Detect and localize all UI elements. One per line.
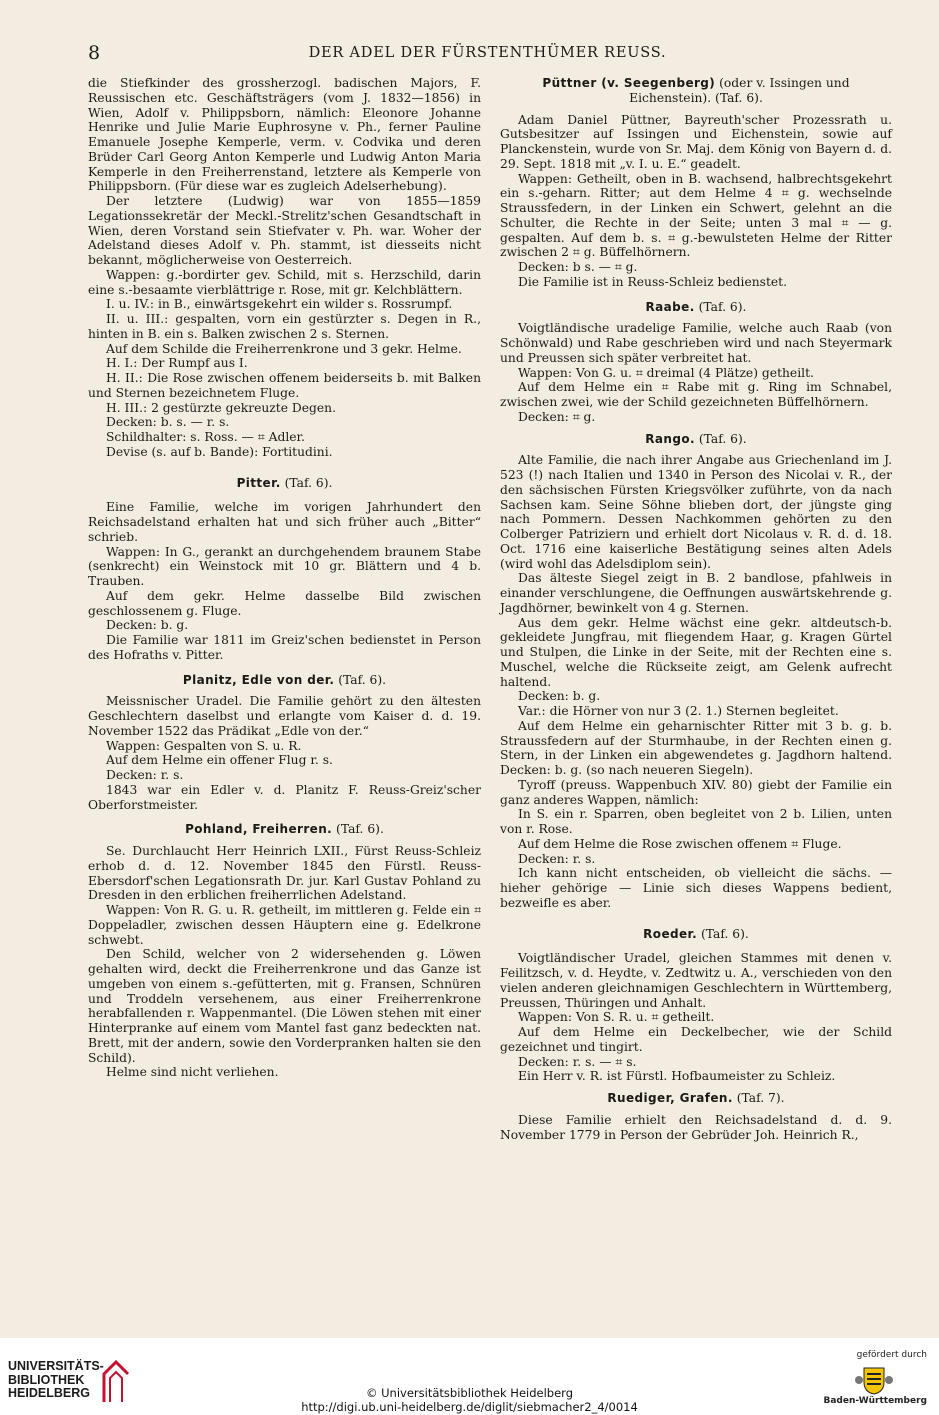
paragraph: H. II.: Die Rose zwischen offenem beiderseits b. mit Balken und Sternen bezeichnetem Fluge.	[88, 371, 481, 400]
sponsor-name: Baden-Württemberg	[823, 1396, 927, 1406]
paragraph: Auf dem Schilde die Freiherrenkrone und 3 gekr. Helme.	[106, 341, 462, 356]
paragraph: 1843 war ein Edler v. d. Planitz F. Reuss-Greiz'scher Oberforstmeister.	[88, 782, 481, 812]
paragraph: Schildhalter: s. Ross. — ⌗ Adler.	[106, 430, 305, 444]
paragraph: Alte Familie, die nach ihrer Angabe aus Griechenland im J. 523 (!) nach Italien und 1340 in Person des Nicolai v. R., der den sächsischen Fürsten Kriegsvölker zuführte, von da nach Sachsen kam. Seine Söhne blieben dort, der jüngste ging nach Pommern. Dessen Nachkommen gehörten zu den Colberger Patriziern und erhielt dort Nicolaus v. R. d. d. 18. Oct. 1716 eine kaiserliche Bestätigung seines alten Adels (wird wohl das Adelsdiplom sein).	[500, 453, 892, 571]
left-column	[88, 76, 481, 1080]
entry-subtitle: (oder v. Issingen und Eichenstein). (Taf. 6).	[629, 76, 850, 105]
entry-heading-pohland	[88, 822, 481, 837]
paragraph: Se. Durchlaucht Herr Heinrich LXII., Fürst Reuss-Schleiz erhob d. d. 12. November 1845 den Fürstl. Reuss-Ebersdorf'schen Legationsrath Dr. jur. Karl Gustav Pohland zu Dresden in den erblichen freiherrlichen Adelstand.	[88, 844, 481, 903]
paragraph: Meissnischer Uradel. Die Familie gehört zu den ältesten Geschlechtern daselbst und erlangte vom Kaiser d. d. 19. November 1522 das Prädikat „Edle von der.“	[88, 694, 481, 738]
entry-name: Planitz, Edle von der.	[182, 672, 335, 687]
paragraph: Adam Daniel Püttner, Bayreuth'scher Prozessrath u. Gutsbesitzer auf Issingen und Eichenstein, sowie auf Planckenstein, wurde von Sr. Maj. dem König von Bayern d. d. 29. Sept. 1818 mit „v. I. u. E.“ geadelt.	[500, 112, 892, 171]
paragraph: In S. ein r. Sparren, oben begleitet von 2 b. Lilien, unten von r. Rose.	[500, 807, 892, 836]
entry-name: Raabe.	[645, 299, 695, 314]
paragraph: I. u. IV.: in B., einwärtsgekehrt ein wilder s. Rossrumpf.	[106, 297, 453, 312]
right-column	[500, 76, 892, 1142]
paragraph: die Stiefkinder des grossherzogl. badischen Majors, F. Reussischen etc. Geschäftsträgers (vom J. 1832—1856) in Wien, Adolf v. Philippsborn, nämlich: Eleonore Johanne Henrike und Julie Marie Euphrosyne v. Ph., ferner Pauline Emanuele Josephe Kemperle, verm. v. Codvika und deren Brüder Carl Georg Anton Kemperle und Ludwig Anton Maria Kemperle in den Freiherrenstand, letztere als Kemperle von Philippsborn. (Für diese war es zugleich Adelserhebung).	[88, 76, 481, 194]
entry-name: Rango.	[645, 431, 695, 446]
plate-ref: (Taf. 6).	[338, 672, 387, 687]
paragraph: Auf dem Helme ein Deckelbecher, wie der Schild gezeichnet und tingirt.	[500, 1025, 892, 1054]
paragraph: Diese Familie erhielt den Reichsadelstand d. d. 9. November 1779 in Person der Gebrüder Joh. Heinrich R.,	[500, 1112, 892, 1142]
paragraph: Decken: ⌗ g.	[518, 409, 596, 424]
plate-ref: (Taf. 7).	[736, 1091, 785, 1105]
paragraph: Den Schild, welcher von 2 widersehenden g. Löwen gehalten wird, deckt die Freiherrenkrone und das Ganze ist umgeben von einem s.-gefütterten, mit g. Fransen, Schnüren und Troddeln versehenem, aus einer Freiherrenkrone herabfallenden r. Wappenmantel. (Die Löwen stehen mit einer Hinterpranke auf einem vom Mantel fast ganz bedeckten nat. Brett, mit der andern, sowie den Vorderpranken halten sie den Schild).	[88, 947, 481, 1065]
entry-heading-roeder	[500, 927, 892, 942]
paragraph: Auf dem Helme ein geharnischter Ritter mit 3 b. g. b. Straussfedern auf der Sturmhaube, in der Rechten einen g. Stern, in der Linken ein abgewendetes g. Jagdhorn haltend. Decken: b. g. (so nach neueren Siegeln).	[500, 718, 892, 777]
paragraph: Wappen: g.-bordirter gev. Schild, mit s. Herzschild, darin eine s.-besaamte vierblättrige r. Rose, mit gr. Kelchblättern.	[88, 267, 481, 297]
paragraph: Auf dem gekr. Helme dasselbe Bild zwischen geschlossenem g. Fluge.	[88, 588, 481, 618]
paragraph: Decken: r. s. — ⌗ s.	[518, 1054, 637, 1069]
paragraph: Wappen: Gespalten von S. u. R.	[106, 738, 302, 753]
plate-ref: (Taf. 6).	[336, 822, 384, 837]
entry-name: Ruediger, Grafen.	[607, 1091, 733, 1105]
paragraph: Auf dem Helme die Rose zwischen offenem ⌗ Fluge.	[518, 836, 842, 851]
paragraph: Decken: b. s. — r. s.	[106, 415, 230, 430]
page-header	[88, 42, 887, 68]
paragraph: Decken: r. s.	[518, 851, 596, 866]
paragraph: Wappen: Getheilt, oben in B. wachsend, halbrechtsgekehrt ein s.-geharn. Ritter; aut dem Helme 4 ⌗ g. wechselnde Straussfedern, in der Linken ein Schwert, gelehnt an die Schulter, die Rechte in der Seite; unten 3 mal ⌗ — g. gespalten. Auf dem b. s. ⌗ g.-bewulsteten Helme der Ritter zwischen 2 ⌗ g. Büffelhörnern.	[500, 171, 892, 260]
paragraph: Decken: b s. — ⌗ g.	[518, 260, 638, 274]
paragraph: Decken: b. g.	[518, 689, 601, 704]
paragraph: Auf dem Helme ein offener Flug r. s.	[106, 753, 333, 768]
paragraph: Devise (s. auf b. Bande): Fortitudini.	[106, 444, 333, 459]
paragraph: Wappen: In G., gerankt an durchgehendem braunem Stabe (senkrecht) ein Weinstock mit 10 gr. Blättern und 4 b. Trauben.	[88, 544, 481, 588]
copyright-text: © Universitätsbibliothek Heidelberg	[365, 1386, 573, 1400]
paragraph: Ich kann nicht entscheiden, ob vielleicht die sächs. — hieher gehörige — Linie sich dieses Wappens bedient, bezweifle es aber.	[500, 866, 892, 910]
entry-heading-ruediger	[500, 1091, 892, 1106]
entry-heading-raabe	[500, 300, 892, 315]
paragraph: Wappen: Von G. u. ⌗ dreimal (4 Plätze) getheilt.	[518, 365, 814, 380]
paragraph: Wappen: Von S. R. u. ⌗ getheilt.	[518, 1010, 715, 1025]
paragraph: Die Familie war 1811 im Greiz'schen bedienstet in Person des Hofraths v. Pitter.	[88, 633, 481, 662]
paragraph: Voigtländischer Uradel, gleichen Stammes mit denen v. Feilitzsch, v. d. Heydte, v. Zedtwitz u. A., verschieden von den vielen anderen gleichnamigen Geschlechtern in Württemberg, Preussen, Thüringen und Anhalt.	[500, 951, 892, 1010]
paragraph: II. u. III.: gespalten, vorn ein gestürzter s. Degen in R., hinten in B. ein s. Balken zwischen 2 s. Sternen.	[88, 312, 481, 341]
paragraph: Das älteste Siegel zeigt in B. 2 bandlose, pfahlweis in einander verschlungene, die Oeffnungen auswärtskehrende g. Jagdhörner, bewinkelt von 4 g. Sternen.	[500, 571, 892, 615]
paragraph: Tyroff (preuss. Wappenbuch XIV. 80) giebt der Familie ein ganz anderes Wappen, nämlich:	[500, 777, 892, 807]
library-name-line: UNIVERSITÄTS-	[8, 1359, 104, 1373]
entry-name: Pohland, Freiherren.	[185, 822, 333, 837]
entry-name: Pitter.	[236, 475, 281, 490]
paragraph: Eine Familie, welche im vorigen Jahrhundert den Reichsadelstand erhalten hat und sich früher auch „Bitter“ schrieb.	[88, 500, 481, 544]
entry-heading-planitz	[88, 673, 481, 688]
paragraph: Decken: r. s.	[106, 768, 184, 782]
paragraph: H. I.: Der Rumpf aus I.	[106, 356, 248, 371]
library-name-line: HEIDELBERG	[8, 1386, 90, 1400]
sponsor-label: gefördert durch	[856, 1350, 927, 1360]
paragraph: Die Familie ist in Reuss-Schleiz bedienstet.	[518, 274, 788, 289]
entry-heading-rango	[500, 432, 892, 447]
permalink[interactable]: http://digi.ub.uni-heidelberg.de/diglit/siebmacher2_4/0014	[301, 1400, 638, 1414]
paragraph: Helme sind nicht verliehen.	[106, 1065, 279, 1080]
entry-heading-pitter	[88, 476, 481, 491]
paragraph: Ein Herr v. R. ist Fürstl. Hofbaumeister zu Schleiz.	[518, 1069, 836, 1084]
entry-name: Püttner (v. Seegenberg)	[542, 76, 716, 90]
credit-block	[0, 1386, 939, 1414]
paragraph: Der letztere (Ludwig) war von 1855—1859 Legationssekretär der Meckl.-Strelitz'schen Gesandtschaft in Wien, deren Vorstand sein Stiefvater v. Ph. war. Woher der Adelstand dieses Adolf v. Ph. stammt, ist diesseits nicht bekannt, möglicherweise von Oesterreich.	[88, 194, 481, 267]
paragraph: H. III.: 2 gestürzte gekreuzte Degen.	[106, 400, 337, 415]
plate-ref: (Taf. 6).	[701, 926, 749, 941]
paragraph: Aus dem gekr. Helme wächst eine gekr. altdeutsch-b. gekleidete Jungfrau, mit fliegendem Haar, g. Kragen Gürtel und Stulpen, die Linke in der Seite, mit der Rechten eine s. Muschel, welche die Rückseite zeigt, am Gelenk aufrecht haltend.	[500, 615, 892, 689]
plate-ref: (Taf. 6).	[698, 431, 747, 446]
library-name-line: BIBLIOTHEK	[8, 1372, 85, 1387]
paragraph: Auf dem Helme ein ⌗ Rabe mit g. Ring im Schnabel, zwischen zwei, wie der Schild gezeichneten Büffelhörnern.	[500, 380, 892, 409]
entry-heading-puttner	[500, 76, 892, 106]
paragraph: Decken: b. g.	[106, 618, 189, 633]
entry-name: Roeder.	[643, 926, 698, 941]
paragraph: Wappen: Von R. G. u. R. getheilt, im mittleren g. Felde ein ⌗ Doppeladler, zwischen dessen Häuptern eine g. Edelkrone schwebt.	[88, 903, 481, 947]
page-number: 8	[88, 42, 101, 64]
paragraph: Voigtländische uradelige Familie, welche auch Raab (von Schönwald) und Rabe geschrieben wird und nach Steyermark und Preussen sich später verbreitet hat.	[500, 321, 892, 365]
paragraph: Var.: die Hörner von nur 3 (2. 1.) Sternen begleitet.	[518, 704, 839, 718]
plate-ref: (Taf. 6).	[284, 475, 333, 490]
footer	[0, 1338, 939, 1415]
plate-ref: (Taf. 6).	[698, 299, 747, 314]
running-title: DER ADEL DER FÜRSTENTHÜMER REUSS.	[308, 45, 667, 61]
coat-of-arms-icon	[854, 1364, 894, 1396]
